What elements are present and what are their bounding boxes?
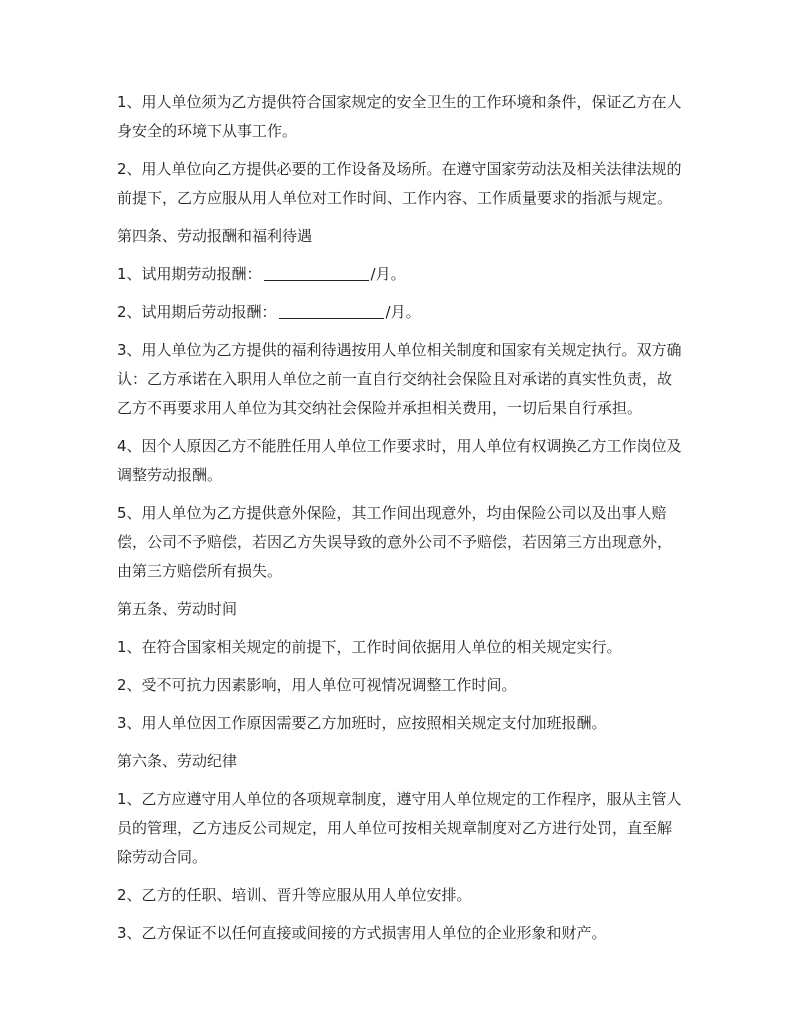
fill-in-blank-line bbox=[279, 303, 384, 319]
para-probation-pay bbox=[117, 260, 685, 289]
para-reassignment: 4、因个人原因乙方不能胜任用人单位工作要求时，用人单位有权调换乙方工作岗位及调整劳动报酬。 bbox=[117, 437, 682, 484]
heading-article-4: 第四条、劳动报酬和福利待遇 bbox=[117, 227, 313, 245]
unit-text: /月。 bbox=[385, 303, 421, 321]
document-body bbox=[117, 88, 685, 957]
heading-article-6: 第六条、劳动纪律 bbox=[117, 752, 238, 770]
para-welfare-insurance: 3、用人单位为乙方提供的福利待遇按用人单位相关制度和国家有关规定执行。双方确认：乙方承诺在入职用人单位之前一直自行交纳社会保险且对承诺的真实性负责，故乙方不再要求用人单位为其交纳社会保险并承担相关费用，一切后果自行承担。 bbox=[117, 341, 682, 417]
para-force-majeure: 2、受不可抗力因素影响，用人单位可视情况调整工作时间。 bbox=[117, 676, 517, 694]
para-working-hours: 1、在符合国家相关规定的前提下，工作时间依据用人单位的相关规定实行。 bbox=[117, 638, 622, 656]
para-equipment-workplace: 2、用人单位向乙方提供必要的工作设备及场所。在遵守国家劳动法及相关法律法规的前提下，乙方应服从用人单位对工作时间、工作内容、工作质量要求的指派与规定。 bbox=[117, 160, 682, 207]
para-company-image: 3、乙方保证不以任何直接或间接的方式损害用人单位的企业形象和财产。 bbox=[117, 924, 607, 942]
label-text: 1、试用期劳动报酬： bbox=[117, 265, 262, 283]
unit-text: /月。 bbox=[370, 265, 406, 283]
para-rules-compliance: 1、乙方应遵守用人单位的各项规章制度，遵守用人单位规定的工作程序，服从主管人员的管理，乙方违反公司规定，用人单位可按相关规章制度对乙方进行处罚，直至解除劳动合同。 bbox=[117, 790, 682, 866]
heading-article-5: 第五条、劳动时间 bbox=[117, 600, 238, 618]
para-accident-insurance: 5、用人单位为乙方提供意外保险，其工作间出现意外，均由保险公司以及出事人赔偿，公司不予赔偿，若因乙方失误导致的意外公司不予赔偿，若因第三方出现意外，由第三方赔偿所有损失。 bbox=[117, 504, 673, 580]
label-text: 2、试用期后劳动报酬： bbox=[117, 303, 277, 321]
para-safety-environment: 1、用人单位须为乙方提供符合国家规定的安全卫生的工作环境和条件，保证乙方在人身安全的环境下从事工作。 bbox=[117, 93, 682, 140]
fill-in-blank-line bbox=[264, 265, 369, 281]
para-appointment: 2、乙方的任职、培训、晋升等应服从用人单位安排。 bbox=[117, 886, 472, 904]
para-overtime: 3、用人单位因工作原因需要乙方加班时，应按照相关规定支付加班报酬。 bbox=[117, 714, 607, 732]
para-post-probation-pay bbox=[117, 298, 685, 327]
